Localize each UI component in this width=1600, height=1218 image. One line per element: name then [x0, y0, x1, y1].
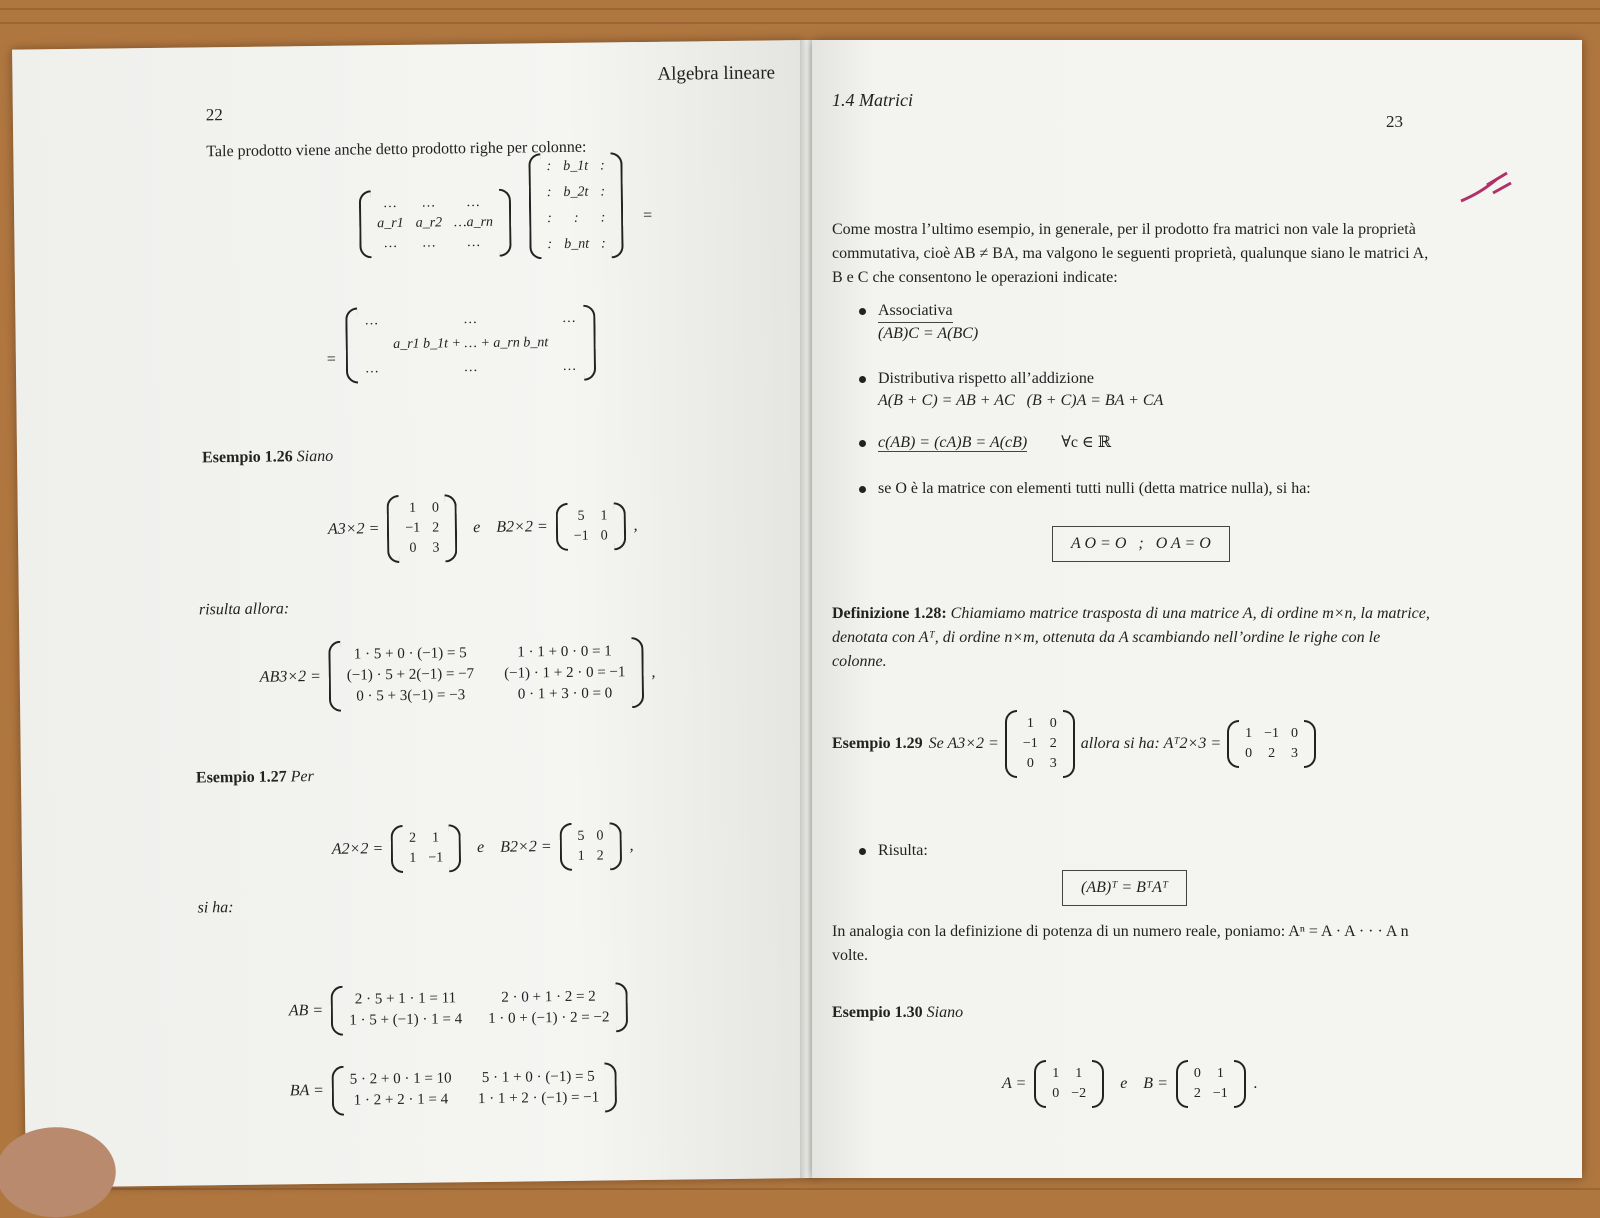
- property-formula: (AB)C = A(BC): [878, 325, 979, 342]
- matrix-cell: 0: [596, 828, 604, 844]
- matrix-cell: 0: [600, 528, 608, 544]
- matrix-b: [559, 822, 622, 871]
- matrix-cell: 1: [577, 848, 585, 864]
- matrix-cell: …: [466, 194, 480, 211]
- matrix-cell: 0: [409, 540, 417, 556]
- equals-sign: =: [642, 206, 654, 224]
- matrix-cell: 5 · 2 + 0 · 1 = 10: [349, 1070, 452, 1088]
- definition-text: Chiamiamo matrice trasposta di una matrice A, di ordine m×n, la matrice, denotata con Aᵀ, di ordine n×m, ottenuta da A scambiando nell’ordine le righe con le colonne.: [832, 605, 1430, 670]
- matrix-cell: −1: [405, 520, 421, 536]
- example-1-30-matrices: A = 1 1 0 −2 e B = 0 1 2 −1 .: [1002, 1060, 1258, 1108]
- matrix-cell: (−1) · 1 + 2 · 0 = −1: [504, 664, 626, 682]
- matrix-cell: 1: [1216, 1066, 1224, 1081]
- matrix-a: [1005, 710, 1075, 778]
- matrix-cell: 0: [1049, 716, 1057, 731]
- matrix-cell: b_1t: [563, 158, 589, 174]
- conjunction-e: e: [473, 518, 481, 537]
- property-title: Distributiva rispetto all’addizione: [878, 370, 1094, 387]
- bullet: [859, 440, 866, 447]
- matrix-grid: [340, 637, 631, 712]
- example-1-30-heading: [832, 1002, 963, 1024]
- property-title: Associativa: [878, 300, 953, 323]
- matrix-grid: [1188, 1060, 1234, 1108]
- matrix-cell: …: [563, 358, 577, 374]
- matrix-ab-label: AB =: [288, 1001, 324, 1020]
- matrix-cell: :: [547, 237, 553, 253]
- result-row-mid: a_r1 b_1t + … + a_rn b_nt: [393, 335, 549, 353]
- bullet: [859, 486, 866, 493]
- matrix-cell: 1 · 1 + 0 · 0 = 1: [517, 643, 612, 661]
- matrix-cell: 2: [1268, 746, 1276, 761]
- matrix-cell: 0: [1193, 1066, 1201, 1081]
- matrix-cell: 1: [1245, 726, 1253, 741]
- matrix-cell: −1: [1022, 736, 1038, 751]
- matrix-cell: 2: [1193, 1086, 1201, 1101]
- result-row-top: [365, 311, 575, 330]
- conjunction-e: e: [477, 838, 485, 857]
- matrix-cell: 1: [600, 508, 608, 524]
- example-text: Se A3×2 =: [928, 735, 999, 752]
- example-1-29: [832, 710, 1316, 778]
- matrix-a: [391, 824, 461, 873]
- matrix-ab: [328, 637, 643, 712]
- matrix-cell: …: [384, 235, 398, 252]
- right-page: [812, 40, 1582, 1178]
- matrix-a: [387, 494, 458, 563]
- matrix-cell: 1 · 0 + (−1) · 2 = −2: [488, 1009, 610, 1027]
- matrix-cell: …: [422, 235, 436, 251]
- generic-product-right-matrix: [528, 152, 624, 259]
- matrix-ba: [332, 1062, 618, 1115]
- conjunction-e: e: [1120, 1075, 1128, 1092]
- matrix-cell: (−1) · 5 + 2(−1) = −7: [346, 666, 475, 684]
- matrix-cell: 2: [409, 830, 417, 846]
- matrix-cell: 2 · 0 + 1 · 2 = 2: [501, 988, 596, 1006]
- example-1-26-heading: [202, 446, 333, 470]
- example-label: Esempio 1.30: [832, 1004, 923, 1021]
- matrix-cell: 2: [1049, 736, 1057, 751]
- matrix-ba-label: BA =: [289, 1081, 324, 1100]
- matrix-cell: …: [467, 234, 481, 251]
- property-scalar: [878, 432, 1111, 454]
- matrix-cell: 1: [431, 830, 440, 846]
- matrix-cell: :: [546, 159, 552, 175]
- matrix-b-label: B =: [1143, 1075, 1168, 1092]
- example-text: allora si ha: Aᵀ2×3 =: [1080, 735, 1222, 752]
- matrix-grid: [571, 822, 610, 870]
- matrix-grid: [567, 502, 613, 551]
- matrix-a-label: A3×2 =: [327, 520, 380, 538]
- intro-text: Tale prodotto viene anche detto prodotto righe per colonne:: [206, 138, 587, 161]
- bullet: [859, 848, 866, 855]
- matrix-cell: 3: [432, 540, 440, 556]
- result-row-bottom: [366, 359, 576, 378]
- property-forall: ∀c ∈ ℝ: [1061, 434, 1112, 451]
- property-associative: [878, 300, 978, 345]
- matrix-a-label: A =: [1002, 1075, 1027, 1092]
- definition-label: Definizione 1.28:: [832, 605, 947, 622]
- example-label: Esempio 1.27: [195, 768, 287, 787]
- matrix-cell: a_r2: [415, 215, 443, 231]
- matrix-b-label: B2×2 =: [496, 518, 548, 536]
- bullet: [859, 376, 866, 383]
- matrix-cell: …: [365, 361, 379, 377]
- paragraph-power: In analogia con la definizione di potenza di un numero reale, poniamo: Aⁿ = A · A · · · A n volte.: [832, 923, 1409, 964]
- paragraph-commutativity: Come mostra l’ultimo esempio, in generale, per il prodotto fra matrici non vale la proprietà commutativa, cioè AB ≠ BA, ma valgono le seguenti proprietà, qualunque siano le matrici A, B e C che consentono le operazioni indicate:: [832, 221, 1429, 286]
- red-ink-mark: [1457, 165, 1517, 215]
- matrix-grid: [1046, 1060, 1092, 1108]
- matrix-cell: …: [383, 195, 397, 212]
- product-ba: [290, 1062, 618, 1116]
- null-matrix-box: A O = O ; O A = O: [1052, 526, 1230, 562]
- generic-product-left-matrix: [359, 189, 512, 259]
- left-page: [12, 40, 818, 1188]
- transpose-box: (AB)ᵀ = BᵀAᵀ: [1062, 870, 1187, 906]
- example-1-27-heading: [196, 766, 314, 789]
- matrix-cell: :: [547, 211, 552, 227]
- matrix-cell: 2 · 5 + 1 · 1 = 11: [354, 990, 457, 1008]
- matrix-cell: 2: [432, 520, 440, 536]
- matrix-cell: 1: [1052, 1066, 1060, 1081]
- equals-sign-2: =: [325, 350, 337, 368]
- matrix-cell: 0: [431, 500, 440, 516]
- matrix-b-label: B2×2 =: [500, 838, 552, 856]
- matrix-cell: 1: [408, 500, 417, 516]
- property-distributive: [878, 368, 1163, 412]
- matrix-cell: 0 · 5 + 3(−1) = −3: [356, 687, 466, 705]
- matrix-cell: :: [546, 185, 552, 201]
- matrix-cell: …: [365, 313, 378, 329]
- matrix: [359, 189, 512, 259]
- matrix-cell: a_r1: [377, 215, 404, 232]
- product-ab-3x2: AB3×2 = 1 · 5 + 0 · (−1) = 5 1 · 1 + 0 · 0 = 1 (−1) · 5 + 2(−1) = −7 (−1) · 1 + 2 · 0 = −1 0 · 5 + 3(−1) = −3 0 · 1 + 3 · 0 = 0 ,: [259, 637, 656, 713]
- matrix-cell: 5: [577, 828, 585, 844]
- matrix-cell: 0: [1245, 746, 1253, 761]
- matrix-a-label: A2×2 =: [331, 840, 384, 858]
- matrix-cell: 1 · 5 + (−1) · 1 = 4: [349, 1011, 463, 1029]
- property-null-matrix: se O è la matrice con elementi tutti nulli (detta matrice nulla), si ha:: [878, 480, 1311, 497]
- matrix-cell: …: [562, 310, 576, 326]
- matrix-cell: −1: [573, 528, 589, 544]
- risulta-allora-text: risulta allora:: [198, 600, 290, 619]
- matrix-cell: 5 · 1 + 0 · (−1) = 5: [481, 1068, 595, 1087]
- matrix-cell: −2: [1071, 1086, 1087, 1101]
- matrix-ab: [331, 982, 628, 1036]
- matrix-cell: …: [464, 312, 477, 328]
- matrix: [345, 305, 596, 384]
- example-1-26-matrices: A3×2 = 1 0 −1 2 0 3 e B2×2 = 5 1 −1 0 ,: [328, 492, 638, 564]
- matrix-cell: b_nt: [564, 236, 590, 252]
- matrix-cell: 0: [1026, 756, 1034, 771]
- matrix-cell: 1: [409, 850, 417, 866]
- matrix: [528, 152, 624, 259]
- page-number: 23: [1386, 112, 1403, 131]
- matrix-cell: …: [422, 195, 435, 211]
- matrix-cell: :: [600, 184, 606, 200]
- example-word: Siano: [296, 447, 334, 466]
- product-ab: [289, 982, 628, 1036]
- matrix-cell: :: [573, 210, 579, 226]
- matrix-grid: [371, 189, 500, 259]
- example-label: Esempio 1.26: [201, 448, 293, 467]
- header-title: Algebra lineare: [657, 62, 776, 85]
- matrix-cell: b_2t: [563, 184, 589, 200]
- matrix-b: [555, 502, 625, 551]
- matrix-cell: :: [600, 210, 606, 226]
- matrix-cell: …: [464, 360, 478, 376]
- matrix-grid: [1239, 720, 1304, 768]
- matrix-cell: 5: [577, 508, 585, 524]
- example-word: Siano: [926, 1004, 964, 1021]
- matrix-grid: [344, 1063, 606, 1116]
- matrix-b: [1176, 1060, 1246, 1108]
- matrix-a: [1034, 1060, 1104, 1108]
- example-word: Per: [290, 768, 314, 786]
- example-1-27-matrices: A2×2 = 2 1 1 −1 e B2×2 = 5 0 1 2 ,: [332, 822, 634, 874]
- matrix-a-transpose: [1227, 720, 1316, 768]
- result-body: [357, 305, 584, 384]
- matrix-grid: [399, 494, 446, 563]
- matrix-cell: 1 · 2 + 2 · 1 = 4: [353, 1091, 449, 1109]
- matrix-cell: 0: [1052, 1086, 1060, 1101]
- matrix-cell: −1: [428, 850, 444, 866]
- example-label: Esempio 1.29: [832, 735, 923, 752]
- header-title: 1.4 Matrici: [832, 90, 913, 110]
- si-ha-text: si ha:: [197, 899, 234, 917]
- matrix-cell: −1: [1212, 1086, 1228, 1101]
- matrix-cell: 1: [1075, 1066, 1083, 1081]
- matrix-cell: :: [600, 236, 606, 252]
- matrix-cell: 2: [596, 848, 604, 864]
- generic-product-result: [345, 305, 596, 384]
- matrix-grid: [403, 824, 449, 873]
- matrix-cell: 3: [1291, 746, 1299, 761]
- matrix-cell: 1 · 1 + 2 · (−1) = −1: [477, 1089, 600, 1108]
- definition-1-28: [832, 602, 1432, 674]
- matrix-cell: 0: [1291, 726, 1299, 741]
- matrix-cell: …a_rn: [454, 214, 494, 231]
- matrix-cell: 1 · 5 + 0 · (−1) = 5: [353, 645, 467, 663]
- matrix-grid: [540, 152, 612, 259]
- property-formula: c(AB) = (cA)B = A(cB): [878, 434, 1028, 451]
- page-number: 22: [205, 105, 223, 125]
- property-formula: A(B + C) = AB + AC (B + C)A = BA + CA: [878, 392, 1164, 409]
- matrix-grid: [343, 982, 616, 1035]
- matrix-grid: [1017, 710, 1063, 778]
- matrix-cell: 0 · 1 + 3 · 0 = 0: [517, 685, 613, 703]
- matrix-cell: :: [599, 158, 605, 174]
- matrix-cell: −1: [1264, 726, 1280, 741]
- thumb-shadow: [0, 1126, 116, 1217]
- matrix-ab-label: AB3×2 =: [259, 667, 321, 686]
- bullet: [859, 308, 866, 315]
- matrix-cell: 1: [1026, 716, 1034, 731]
- risulta-text: Risulta:: [878, 842, 928, 859]
- matrix-cell: 3: [1049, 756, 1057, 771]
